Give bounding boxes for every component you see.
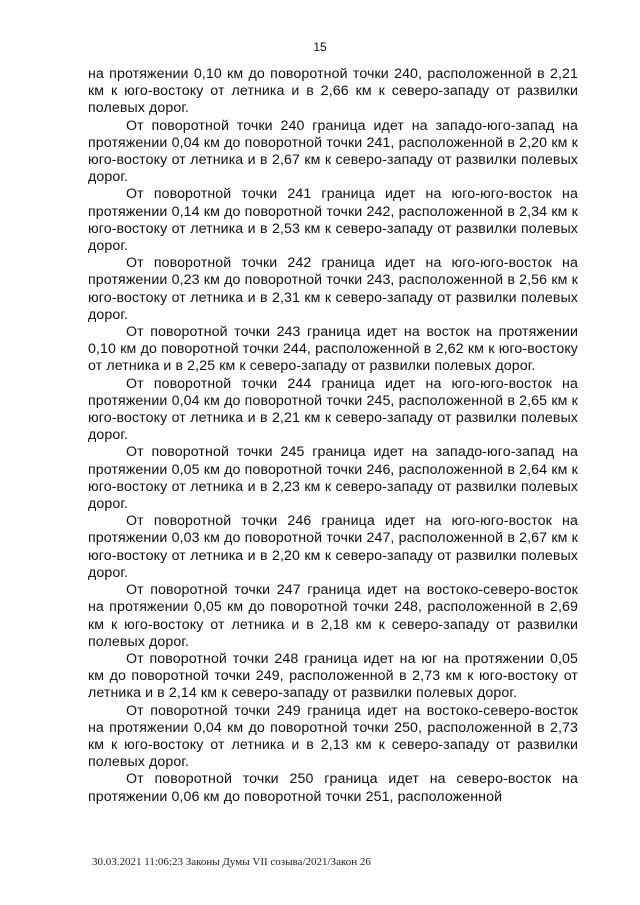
document-footer: 30.03.2021 11:06:23 Законы Думы VII созыва/2021/Закон 26 [92, 856, 371, 868]
paragraph-point-247: От поворотной точки 247 граница идет на востоко-северо-восток на протяжении 0,05 км до поворотной точки 248, расположенной в 2,69 км к юго-востоку от летника и в 2,18 км к северо-западу от развилки полевых дорог. [88, 582, 578, 650]
paragraph-point-248: От поворотной точки 248 граница идет на юг на протяжении 0,05 км до поворотной точки 249, расположенной в 2,73 км к юго-востоку от летника и в 2,14 км к северо-западу от развилки полевых дорог. [88, 650, 578, 702]
paragraph-continued: на протяжении 0,10 км до поворотной точки 240, расположенной в 2,21 км к юго-востоку от летника и в 2,66 км к северо-западу от развилки полевых дорог. [88, 66, 578, 117]
paragraph-point-250: От поворотной точки 250 граница идет на северо-восток на протяжении 0,06 км до поворотной точки 251, расположенной [88, 771, 578, 805]
page-number: 15 [313, 40, 327, 54]
paragraph-point-242: От поворотной точки 242 граница идет на юго-юго-восток на протяжении 0,23 км до поворотной точки 243, расположенной в 2,56 км к юго-востоку от летника и в 2,31 км к северо-западу от развилки полевых дорог. [88, 255, 578, 323]
paragraph-point-249: От поворотной точки 249 граница идет на востоко-северо-восток на протяжении 0,04 км до поворотной точки 250, расположенной в 2,73 км к юго-востоку от летника и в 2,13 км к северо-западу от развилки полевых дорог. [88, 702, 578, 771]
paragraph-point-245: От поворотной точки 245 граница идет на западо-юго-запад на протяжении 0,05 км до поворотной точки 246, расположенной в 2,64 км к юго-востоку от летника и в 2,23 км к северо-западу от развилки полевых дорог. [88, 444, 578, 513]
paragraph-point-240: От поворотной точки 240 граница идет на западо-юго-запад на протяжении 0,04 км до поворотной точки 241, расположенной в 2,20 км к юго-востоку от летника и в 2,67 км к северо-западу от развилки полевых дорог. [88, 117, 578, 186]
paragraph-point-241: От поворотной точки 241 граница идет на юго-юго-восток на протяжении 0,14 км до поворотной точки 242, расположенной в 2,34 км к юго-востоку от летника и в 2,53 км к северо-западу от развилки полевых дорог. [88, 186, 578, 255]
paragraph-point-244: От поворотной точки 244 граница идет на юго-юго-восток на протяжении 0,04 км до поворотной точки 245, расположенной в 2,65 км к юго-востоку от летника и в 2,21 км к северо-западу от развилки полевых дорог. [88, 375, 578, 444]
paragraph-point-246: От поворотной точки 246 граница идет на юго-юго-восток на протяжении 0,03 км до поворотной точки 247, расположенной в 2,67 км к юго-востоку от летника и в 2,20 км к северо-западу от развилки полевых дорог. [88, 513, 578, 581]
document-body [88, 66, 578, 806]
paragraph-point-243: От поворотной точки 243 граница идет на восток на протяжении 0,10 км до поворотной точки 244, расположенной в 2,62 км к юго-востоку от летника и в 2,25 км к северо-западу от развилки полевых дорог. [88, 324, 578, 375]
